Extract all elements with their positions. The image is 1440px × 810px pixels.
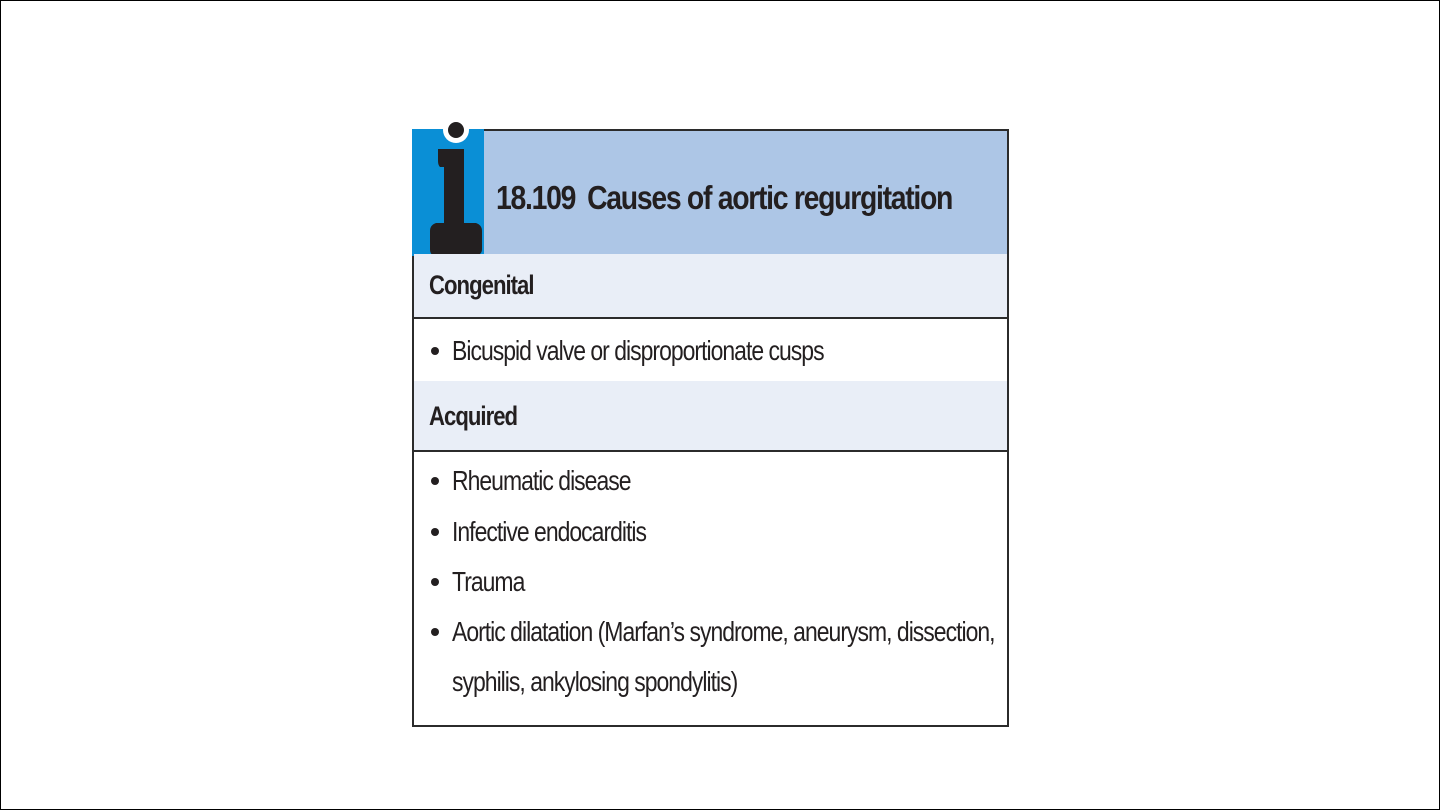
box-number: 18.109 xyxy=(496,179,576,216)
list-item-text: Aortic dilatation (Marfan’s syndrome, aneurysm, dissection, xyxy=(452,616,995,647)
box-title xyxy=(496,131,952,254)
list-item-text: syphilis, ankylosing spondylitis) xyxy=(452,666,738,697)
info-badge xyxy=(412,129,484,256)
bullet-icon xyxy=(431,347,439,355)
section-heading-acquired: Acquired xyxy=(429,401,518,431)
list-item xyxy=(414,456,1007,506)
info-box-header xyxy=(414,131,1007,254)
list-item xyxy=(414,607,1007,657)
box-title-text: Causes of aortic regurgitation xyxy=(587,179,953,216)
info-box xyxy=(412,129,1009,727)
list-acquired xyxy=(414,452,1007,725)
list-item-continuation xyxy=(414,657,1007,707)
bullet-icon xyxy=(431,477,439,485)
info-i-icon xyxy=(412,115,484,256)
section-heading-row-congenital xyxy=(414,254,1007,319)
list-item-text: Rheumatic disease xyxy=(452,465,631,496)
list-item xyxy=(414,326,1007,376)
list-item-text: Infective endocarditis xyxy=(452,516,647,547)
section-heading-row-acquired xyxy=(414,381,1007,452)
list-item-text: Bicuspid valve or disproportionate cusps xyxy=(452,335,824,366)
list-item-text: Trauma xyxy=(452,566,525,597)
bullet-icon xyxy=(431,578,439,586)
list-congenital xyxy=(414,319,1007,381)
bullet-icon xyxy=(431,628,439,636)
list-item xyxy=(414,557,1007,607)
section-heading-congenital: Congenital xyxy=(429,270,534,300)
list-item xyxy=(414,507,1007,557)
bullet-icon xyxy=(431,528,439,536)
